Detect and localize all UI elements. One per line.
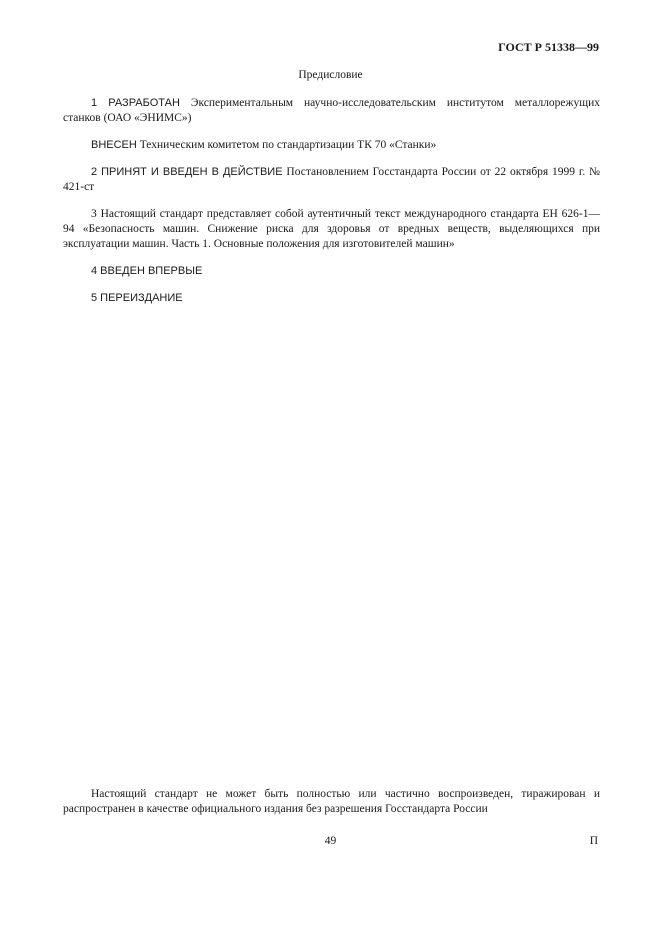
item-text: Экспериментальным научно-исследовательским институтом металлорежущих станков (ОАО «ЭНИМС»): [63, 97, 600, 124]
foreword-item-authentic-text: [63, 207, 600, 252]
foreword-item-adopted: [63, 165, 600, 195]
foreword-item-introduced: [63, 138, 600, 153]
foreword-item-developed: [63, 96, 600, 126]
foreword-item-reissue: [63, 291, 600, 306]
foreword-item-first-introduced: [63, 264, 600, 279]
foreword-title: Предисловие: [298, 69, 363, 81]
edition-mark: П: [589, 835, 598, 847]
item-lead: 1 РАЗРАБОТАН: [91, 97, 180, 109]
item-text: 3 Настоящий стандарт представляет собой аутентичный текст международного стандарта ЕН 626-1—94 «Безопасность машин. Снижение риска для здоровья от вредных веществ, выделяющихся при эксплуатации машин. Часть 1. Основные положения для изготовителей машин»: [63, 208, 600, 250]
foreword-body: [63, 96, 600, 318]
item-text: Постановлением Госстандарта России от 22 октября 1999 г. № 421-ст: [63, 166, 601, 193]
item-lead: 2 ПРИНЯТ И ВВЕДЕН В ДЕЙСТВИЕ: [91, 166, 283, 178]
item-lead: 5 ПЕРЕИЗДАНИЕ: [91, 292, 183, 304]
item-text: Техническим комитетом по стандартизации ТК 70 «Станки»: [139, 139, 437, 151]
copyright-notice: Настоящий стандарт не может быть полностью или частично воспроизведен, тиражирован и распространен в качестве официального издания без разрешения Госстандарта России: [63, 788, 600, 815]
page-number: 49: [324, 835, 337, 847]
item-lead: ВНЕСЕН: [91, 139, 137, 151]
document-code: ГОСТ Р 51338—99: [498, 40, 599, 54]
item-lead: 4 ВВЕДЕН ВПЕРВЫЕ: [91, 265, 203, 277]
